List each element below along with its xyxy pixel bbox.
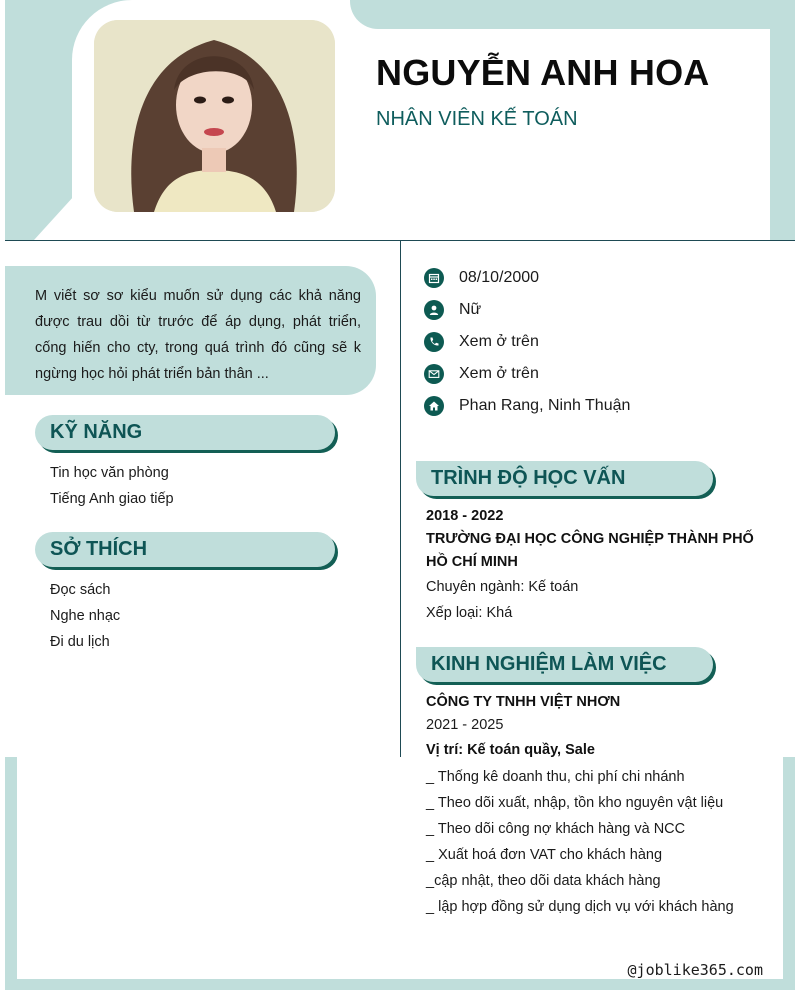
hobbies-list — [50, 577, 120, 655]
duty-item: _ Theo dõi công nợ khách hàng và NCC — [426, 821, 686, 837]
candidate-name: NGUYỄN ANH HOA — [376, 52, 710, 93]
contact-gender — [424, 294, 630, 326]
hobby-item: Đi du lịch — [50, 634, 110, 650]
contact-birthday — [424, 262, 630, 294]
hobby-item: Đọc sách — [50, 582, 111, 598]
education-grade: Xếp loại: Khá — [426, 605, 513, 621]
job-title: NHÂN VIÊN KẾ TOÁN — [376, 108, 578, 130]
contact-address — [424, 390, 630, 422]
person-icon — [424, 300, 444, 320]
duty-item: _cập nhật, theo dõi data khách hàng — [426, 873, 661, 889]
contact-email — [424, 358, 630, 390]
duty-item: _ lập hợp đồng sử dụng dịch vụ với khách hàng — [426, 899, 734, 915]
education-major: Chuyên ngành: Kế toán — [426, 579, 579, 595]
skills-heading: KỸ NĂNG — [35, 415, 335, 450]
summary-text: M viết sơ sơ kiểu muốn sử dụng các khả năng được trau dồi từ trước để áp dụng, phát triển, cống hiến cho cty, trong quá trình đó cũng sẽ k ngừng học hỏi phát triển bản thân ... — [35, 288, 361, 382]
skill-item: Tin học văn phòng — [50, 465, 169, 481]
skills-list — [50, 460, 174, 512]
experience-period: 2021 - 2025 — [426, 717, 504, 733]
hobby-item: Nghe nhạc — [50, 608, 121, 624]
summary-box — [5, 266, 376, 395]
gender-value: Nữ — [459, 301, 482, 318]
education-heading: TRÌNH ĐỘ HỌC VẤN — [416, 461, 713, 496]
phone-value: Xem ở trên — [459, 333, 539, 350]
skill-item: Tiếng Anh giao tiếp — [50, 491, 174, 507]
experience-company: CÔNG TY TNHH VIỆT NHƠN — [426, 694, 621, 710]
calendar-icon — [424, 268, 444, 288]
experience-position: Vị trí: Kế toán quầy, Sale — [426, 742, 595, 758]
duty-item: _ Xuất hoá đơn VAT cho khách hàng — [426, 847, 663, 863]
profile-photo — [94, 20, 335, 212]
email-value: Xem ở trên — [459, 365, 539, 382]
contact-list — [424, 262, 630, 422]
header-notch — [350, 0, 770, 29]
birthday-value: 08/10/2000 — [459, 269, 540, 286]
education-school: TRƯỜNG ĐẠI HỌC CÔNG NGHIỆP THÀNH PHỐ HỒ CHÍ MINH — [426, 531, 754, 570]
phone-icon — [424, 332, 444, 352]
contact-phone — [424, 326, 630, 358]
duty-item: _ Theo dõi xuất, nhập, tồn kho nguyên vật liệu — [426, 795, 724, 811]
hobbies-heading: SỞ THÍCH — [35, 532, 335, 567]
experience-section — [426, 691, 776, 920]
address-value: Phan Rang, Ninh Thuận — [459, 397, 631, 414]
education-period: 2018 - 2022 — [426, 508, 504, 524]
watermark: @joblike365.com — [627, 961, 763, 979]
education-section — [426, 505, 766, 626]
duty-item: _ Thống kê doanh thu, chi phí chi nhánh — [426, 769, 685, 785]
header-corner — [34, 196, 74, 240]
home-icon — [424, 396, 444, 416]
experience-heading: KINH NGHIỆM LÀM VIỆC — [416, 647, 713, 682]
mail-icon — [424, 364, 444, 384]
